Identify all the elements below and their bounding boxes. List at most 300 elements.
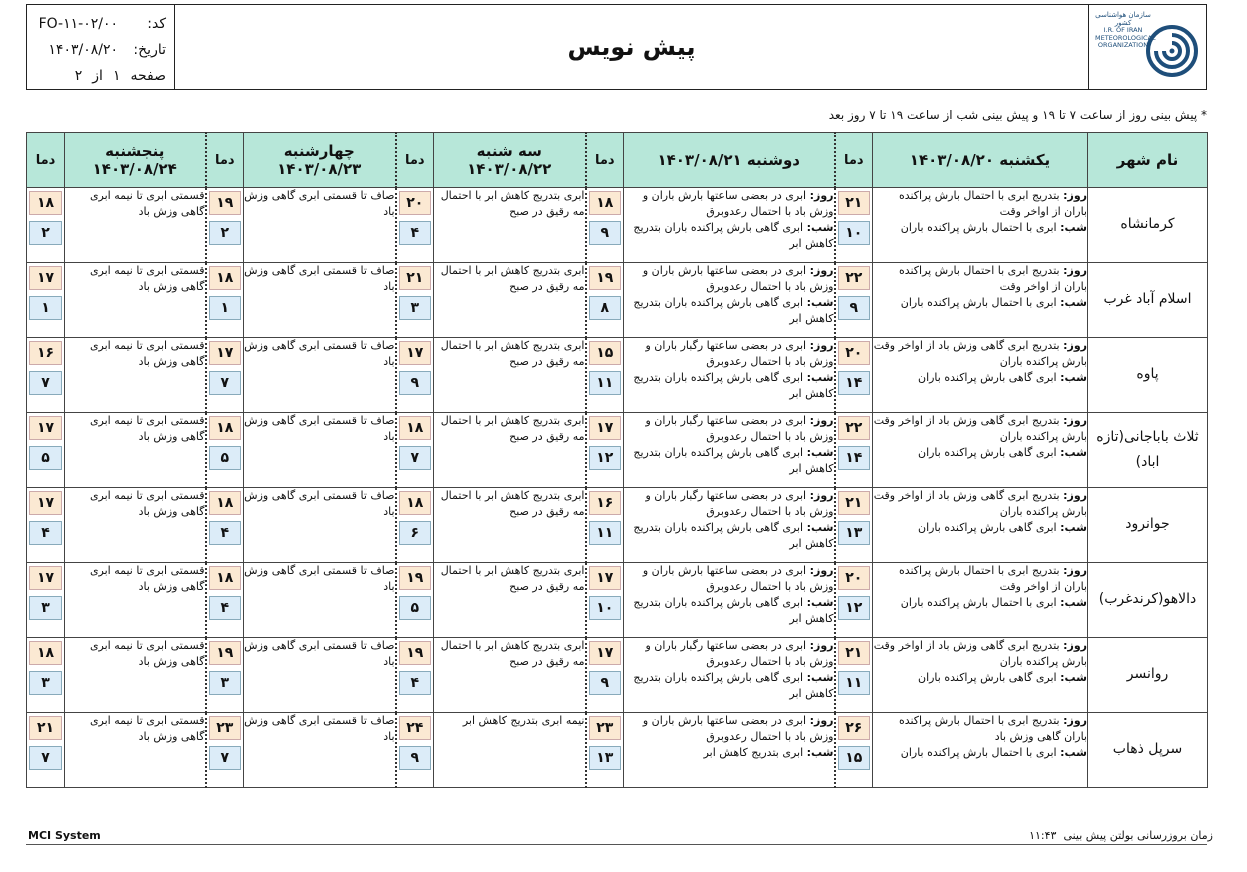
city-name: کرمانشاه [1088,188,1208,263]
day4-temp-header: دما [206,133,244,188]
d4-temperatures [206,638,244,713]
day-label: روز: [809,639,834,652]
d2-temperatures [586,638,624,713]
d1-temperatures [835,188,873,263]
day-label: روز: [809,489,834,502]
table-row [27,713,1208,788]
max-temperature: ۱۷ [29,491,62,515]
d2-night-forecast [624,520,834,552]
d2-night-forecast [624,295,834,327]
night-label: شب: [806,745,834,759]
night-label: شب: [1060,745,1087,759]
d5-temperatures [27,638,65,713]
min-temperature: ۹ [589,671,622,695]
d2-day-forecast [624,713,834,745]
d2-night-forecast [624,595,834,627]
d2-night-forecast [624,220,834,252]
table-row [27,263,1208,338]
d5-forecast: قسمتی ابری تا نیمه ابری گاهی وزش باد [65,263,206,338]
d1-night-forecast [873,445,1087,461]
d1-day-forecast [873,488,1087,520]
d2-day-forecast [624,563,834,595]
d1-day-text: بتدریج ابری با احتمال بارش پراکنده باران از اواخر وقت [898,264,1087,293]
d2-night-text: ابری گاهی بارش پراکنده باران بتدریج کاهش ابر [633,445,834,475]
city-header: نام شهر [1088,133,1208,188]
d3-forecast: ابری بتدریج کاهش ابر با احتمال مه رقیق در صبح [434,188,586,263]
d2-temperatures [586,488,624,563]
d1-night-text: ابری با احتمال بارش پراکنده باران [900,295,1057,309]
min-temperature: ۷ [29,371,62,395]
min-temperature: ۹ [589,221,622,245]
d3-temperatures [396,563,434,638]
min-temperature: ۴ [209,596,242,620]
min-temperature: ۸ [589,296,622,320]
d1-day-forecast [873,638,1087,670]
d1-day-forecast [873,188,1087,220]
day-label: روز: [1063,564,1087,577]
date-label: تاریخ: [133,42,166,58]
max-temperature: ۱۸ [589,191,622,215]
document-header [26,4,1207,90]
max-temperature: ۲۱ [838,491,871,515]
d1-night-forecast [873,295,1087,311]
night-label: شب: [1060,595,1087,609]
day-label: روز: [1063,714,1087,727]
d2-night-text: ابری گاهی بارش پراکنده باران بتدریج کاهش ابر [633,520,834,550]
max-temperature: ۱۸ [29,191,62,215]
d2-forecast [624,338,835,413]
forecast-table [26,132,1208,788]
min-temperature: ۷ [399,446,432,470]
min-temperature: ۲ [29,221,62,245]
min-temperature: ۱۱ [589,371,622,395]
d5-forecast: قسمتی ابری تا نیمه ابری گاهی وزش باد [65,413,206,488]
min-temperature: ۱۳ [589,746,622,770]
min-temperature: ۴ [209,521,242,545]
night-label: شب: [1060,295,1087,309]
day-label: روز: [809,189,834,202]
table-row [27,413,1208,488]
d4-forecast: صاف تا قسمتی ابری گاهی وزش باد [244,338,396,413]
max-temperature: ۲۳ [209,716,242,740]
d1-forecast [873,263,1088,338]
night-label: شب: [1060,520,1087,534]
code-label: کد: [147,16,166,32]
table-row [27,563,1208,638]
min-temperature: ۱۲ [838,596,871,620]
d3-temperatures [396,488,434,563]
d3-temperatures [396,338,434,413]
d1-night-forecast [873,370,1087,386]
min-temperature: ۳ [29,596,62,620]
min-temperature: ۱۴ [838,371,871,395]
page-total: ۲ [74,68,83,84]
update-time: ۱۱:۴۳ [1029,829,1057,842]
page-label: صفحه [130,68,166,84]
table-row [27,638,1208,713]
city-name: سرپل ذهاب [1088,713,1208,788]
night-label: شب: [806,370,834,384]
organization-logo [1088,5,1206,89]
night-label: شب: [1060,370,1087,384]
page-title: پیش نویس [567,33,696,61]
d2-day-text: ابری در بعضی ساعتها رگبار باران و وزش باد با احتمال رعدوبرق [645,489,834,518]
forecast-note: * پیش بینی روز از ساعت ۷ تا ۱۹ و پیش بینی شب از ساعت ۱۹ تا ۷ روز بعد [828,108,1207,122]
d1-forecast [873,413,1088,488]
d1-night-forecast [873,595,1087,611]
day2-temp-header: دما [586,133,624,188]
day-label: روز: [1063,489,1087,502]
d5-temperatures [27,188,65,263]
day3-header: سه شنبه ۱۴۰۳/۰۸/۲۲ [434,133,586,188]
d2-night-forecast [624,745,834,761]
page-current: ۱ [112,68,121,84]
d5-forecast: قسمتی ابری تا نیمه ابری گاهی وزش باد [65,338,206,413]
max-temperature: ۱۸ [209,566,242,590]
update-info [1029,829,1213,842]
d5-temperatures [27,488,65,563]
d2-forecast [624,563,835,638]
d1-night-forecast [873,745,1087,761]
d4-temperatures [206,188,244,263]
city-name: روانسر [1088,638,1208,713]
d2-day-text: ابری در بعضی ساعتها رگبار باران و وزش باد با احتمال رعدوبرق [645,339,834,368]
d2-night-forecast [624,370,834,402]
day2-header: دوشنبه ۱۴۰۳/۰۸/۲۱ [624,133,835,188]
d1-forecast [873,488,1088,563]
d2-day-text: ابری در بعضی ساعتها بارش باران و وزش باد با احتمال رعدوبرق [642,564,834,593]
d1-temperatures [835,488,873,563]
max-temperature: ۱۶ [29,341,62,365]
d2-forecast [624,638,835,713]
d1-temperatures [835,713,873,788]
d1-forecast [873,563,1088,638]
d2-night-text: ابری بتدریج کاهش ابر [703,745,804,759]
min-temperature: ۱ [29,296,62,320]
max-temperature: ۲۰ [399,191,432,215]
max-temperature: ۱۷ [29,566,62,590]
d1-night-text: ابری گاهی بارش پراکنده باران [917,520,1057,534]
d1-day-forecast [873,338,1087,370]
max-temperature: ۱۹ [399,566,432,590]
d2-forecast [624,263,835,338]
d5-forecast: قسمتی ابری تا نیمه ابری گاهی وزش باد [65,638,206,713]
min-temperature: ۷ [209,371,242,395]
d1-temperatures [835,413,873,488]
organization-name: سازمان هواشناسی کشور I.R. OF IRAN METEOROLOGICAL ORGANIZATION [1095,11,1156,50]
d3-forecast: ابری بتدریج کاهش ابر با احتمال مه رقیق در صبح [434,563,586,638]
table-row [27,488,1208,563]
d5-temperatures [27,338,65,413]
document-meta [27,5,175,89]
d1-day-text: بتدریج ابری گاهی وزش باد از اواخر وقت بارش پراکنده باران [873,414,1087,443]
d4-temperatures [206,338,244,413]
d3-temperatures [396,413,434,488]
d1-night-forecast [873,220,1087,236]
d1-night-text: ابری با احتمال بارش پراکنده باران [900,595,1057,609]
day1-temp-header: دما [835,133,873,188]
d3-temperatures [396,638,434,713]
day4-header: چهارشنبه ۱۴۰۳/۰۸/۲۳ [244,133,396,188]
city-name: دالاهو(کرندغرب) [1088,563,1208,638]
max-temperature: ۱۷ [29,416,62,440]
d3-forecast: ابری بتدریج کاهش ابر با احتمال مه رقیق در صبح [434,263,586,338]
min-temperature: ۶ [399,521,432,545]
d1-night-forecast [873,520,1087,536]
page-of: از [92,68,103,84]
d1-forecast [873,713,1088,788]
d1-day-text: بتدریج ابری گاهی وزش باد از اواخر وقت بارش پراکنده باران [873,339,1087,368]
d2-temperatures [586,263,624,338]
d1-day-text: بتدریج ابری با احتمال بارش پراکنده باران از اواخر وقت [898,189,1087,218]
max-temperature: ۱۷ [589,416,622,440]
d5-temperatures [27,713,65,788]
day-label: روز: [1063,339,1087,352]
d2-night-text: ابری گاهی بارش پراکنده باران بتدریج کاهش ابر [633,670,834,700]
max-temperature: ۱۷ [29,266,62,290]
meteorology-logo-icon [1146,17,1198,81]
d2-day-forecast [624,188,834,220]
min-temperature: ۳ [399,296,432,320]
night-label: شب: [806,670,834,684]
d3-forecast: ابری بتدریج کاهش ابر با احتمال مه رقیق در صبح [434,488,586,563]
d2-day-text: ابری در بعضی ساعتها رگبار باران و وزش باد با احتمال رعدوبرق [645,639,834,668]
d1-temperatures [835,638,873,713]
d1-day-forecast [873,413,1087,445]
d1-night-text: ابری با احتمال بارش پراکنده باران [900,745,1057,759]
max-temperature: ۱۷ [589,566,622,590]
day-label: روز: [809,714,834,727]
max-temperature: ۱۸ [209,266,242,290]
min-temperature: ۱۲ [589,446,622,470]
d4-forecast: صاف تا قسمتی ابری گاهی وزش باد [244,413,396,488]
d2-forecast [624,413,835,488]
min-temperature: ۱۵ [838,746,871,770]
system-name: MCI System [28,829,101,842]
min-temperature: ۴ [399,671,432,695]
d2-day-text: ابری در بعضی ساعتها بارش باران و وزش باد با احتمال رعدوبرق [642,264,834,293]
d2-temperatures [586,338,624,413]
d2-night-text: ابری گاهی بارش پراکنده باران بتدریج کاهش ابر [633,370,834,400]
d1-night-text: ابری گاهی بارش پراکنده باران [917,670,1057,684]
d3-forecast: ابری بتدریج کاهش ابر با احتمال مه رقیق در صبح [434,338,586,413]
max-temperature: ۱۷ [399,341,432,365]
d2-night-forecast [624,670,834,702]
night-label: شب: [1060,445,1087,459]
d2-night-text: ابری گاهی بارش پراکنده باران بتدریج کاهش ابر [633,595,834,625]
day-label: روز: [809,414,834,427]
d4-forecast: صاف تا قسمتی ابری گاهی وزش باد [244,713,396,788]
day-label: روز: [809,564,834,577]
d2-forecast [624,188,835,263]
table-row [27,338,1208,413]
d2-day-text: ابری در بعضی ساعتها رگبار باران و وزش باد با احتمال رعدوبرق [645,414,834,443]
day-label: روز: [809,264,834,277]
city-name: جوانرود [1088,488,1208,563]
d1-forecast [873,338,1088,413]
max-temperature: ۲۰ [838,341,871,365]
d1-night-text: ابری گاهی بارش پراکنده باران [917,445,1057,459]
max-temperature: ۱۵ [589,341,622,365]
min-temperature: ۲ [209,221,242,245]
max-temperature: ۲۰ [838,566,871,590]
max-temperature: ۲۱ [29,716,62,740]
d3-temperatures [396,188,434,263]
d1-day-forecast [873,563,1087,595]
d1-forecast [873,638,1088,713]
min-temperature: ۴ [399,221,432,245]
day-label: روز: [1063,639,1087,652]
footer-divider [26,844,1207,845]
d2-night-text: ابری گاهی بارش پراکنده باران بتدریج کاهش ابر [633,295,834,325]
d2-temperatures [586,563,624,638]
min-temperature: ۷ [29,746,62,770]
min-temperature: ۱۱ [589,521,622,545]
max-temperature: ۱۸ [29,641,62,665]
d3-forecast: ابری بتدریج کاهش ابر با احتمال مه رقیق در صبح [434,413,586,488]
max-temperature: ۱۸ [399,491,432,515]
d1-temperatures [835,263,873,338]
d3-forecast: نیمه ابری بتدریج کاهش ابر [434,713,586,788]
d2-day-forecast [624,263,834,295]
d4-temperatures [206,488,244,563]
max-temperature: ۲۳ [589,716,622,740]
d1-day-text: بتدریج ابری با احتمال بارش پراکنده باران از اواخر وقت [898,564,1087,593]
day-label: روز: [809,339,834,352]
min-temperature: ۵ [209,446,242,470]
d3-temperatures [396,713,434,788]
min-temperature: ۵ [29,446,62,470]
max-temperature: ۱۷ [589,641,622,665]
d5-forecast: قسمتی ابری تا نیمه ابری گاهی وزش باد [65,488,206,563]
table-header-row [27,133,1208,188]
max-temperature: ۱۶ [589,491,622,515]
max-temperature: ۱۸ [209,491,242,515]
max-temperature: ۱۷ [209,341,242,365]
d5-forecast: قسمتی ابری تا نیمه ابری گاهی وزش باد [65,188,206,263]
night-label: شب: [806,445,834,459]
min-temperature: ۱۰ [838,221,871,245]
d4-temperatures [206,413,244,488]
day1-header: یکشنبه ۱۴۰۳/۰۸/۲۰ [873,133,1088,188]
min-temperature: ۱۰ [589,596,622,620]
min-temperature: ۳ [209,671,242,695]
d2-night-forecast [624,445,834,477]
d4-forecast: صاف تا قسمتی ابری گاهی وزش باد [244,263,396,338]
d2-forecast [624,713,835,788]
d2-day-text: ابری در بعضی ساعتها بارش باران و وزش باد با احتمال رعدوبرق [642,189,834,218]
d2-day-forecast [624,338,834,370]
night-label: شب: [806,520,834,534]
d1-day-forecast [873,263,1087,295]
night-label: شب: [806,595,834,609]
min-temperature: ۹ [399,371,432,395]
d1-day-forecast [873,713,1087,745]
night-label: شب: [1060,670,1087,684]
min-temperature: ۹ [838,296,871,320]
d2-day-text: ابری در بعضی ساعتها بارش باران و وزش باد با احتمال رعدوبرق [642,714,834,743]
day-label: روز: [1063,264,1087,277]
d1-temperatures [835,338,873,413]
min-temperature: ۱ [209,296,242,320]
d5-forecast: قسمتی ابری تا نیمه ابری گاهی وزش باد [65,563,206,638]
d5-temperatures [27,263,65,338]
d1-forecast [873,188,1088,263]
day3-temp-header: دما [396,133,434,188]
day5-header: پنجشنبه ۱۴۰۳/۰۸/۲۴ [65,133,206,188]
d4-forecast: صاف تا قسمتی ابری گاهی وزش باد [244,188,396,263]
night-label: شب: [1060,220,1087,234]
d4-forecast: صاف تا قسمتی ابری گاهی وزش باد [244,563,396,638]
d1-night-text: ابری با احتمال بارش پراکنده باران [900,220,1057,234]
max-temperature: ۲۱ [838,641,871,665]
d4-temperatures [206,563,244,638]
d2-temperatures [586,188,624,263]
d1-day-text: بتدریج ابری گاهی وزش باد از اواخر وقت بارش پراکنده باران [873,489,1087,518]
d4-forecast: صاف تا قسمتی ابری گاهی وزش باد [244,488,396,563]
d2-temperatures [586,713,624,788]
d1-temperatures [835,563,873,638]
night-label: شب: [806,220,834,234]
max-temperature: ۱۹ [589,266,622,290]
d4-temperatures [206,713,244,788]
d1-day-text: بتدریج ابری گاهی وزش باد از اواخر وقت بارش پراکنده باران [873,639,1087,668]
d4-forecast: صاف تا قسمتی ابری گاهی وزش باد [244,638,396,713]
d1-day-text: بتدریج ابری با احتمال بارش پراکنده باران گاهی وزش باد [898,714,1087,743]
night-label: شب: [806,295,834,309]
d5-temperatures [27,413,65,488]
max-temperature: ۱۹ [209,641,242,665]
d2-temperatures [586,413,624,488]
max-temperature: ۱۹ [399,641,432,665]
min-temperature: ۱۱ [838,671,871,695]
d2-day-forecast [624,488,834,520]
d2-night-text: ابری گاهی بارش پراکنده باران بتدریج کاهش ابر [633,220,834,250]
max-temperature: ۲۲ [838,266,871,290]
min-temperature: ۱۴ [838,446,871,470]
day-label: روز: [1063,189,1087,202]
min-temperature: ۹ [399,746,432,770]
min-temperature: ۴ [29,521,62,545]
d2-day-forecast [624,413,834,445]
d5-temperatures [27,563,65,638]
max-temperature: ۱۸ [209,416,242,440]
max-temperature: ۱۸ [399,416,432,440]
max-temperature: ۲۲ [838,416,871,440]
max-temperature: ۲۱ [399,266,432,290]
d2-forecast [624,488,835,563]
d1-night-text: ابری گاهی بارش پراکنده باران [917,370,1057,384]
d5-forecast: قسمتی ابری تا نیمه ابری گاهی وزش باد [65,713,206,788]
min-temperature: ۵ [399,596,432,620]
min-temperature: ۳ [29,671,62,695]
min-temperature: ۷ [209,746,242,770]
d1-night-forecast [873,670,1087,686]
min-temperature: ۱۳ [838,521,871,545]
d3-temperatures [396,263,434,338]
max-temperature: ۱۹ [209,191,242,215]
update-label: زمان بروزرسانی بولتن پیش بینی [1063,829,1213,842]
max-temperature: ۲۶ [838,716,871,740]
date-value: ۱۴۰۳/۰۸/۲۰ [48,42,118,58]
d2-day-forecast [624,638,834,670]
d3-forecast: ابری بتدریج کاهش ابر با احتمال مه رقیق در صبح [434,638,586,713]
max-temperature: ۲۴ [399,716,432,740]
code-value: FO-۱۱-۰۲/۰۰ [38,16,118,32]
day5-temp-header: دما [27,133,65,188]
city-name: پاوه [1088,338,1208,413]
max-temperature: ۲۱ [838,191,871,215]
